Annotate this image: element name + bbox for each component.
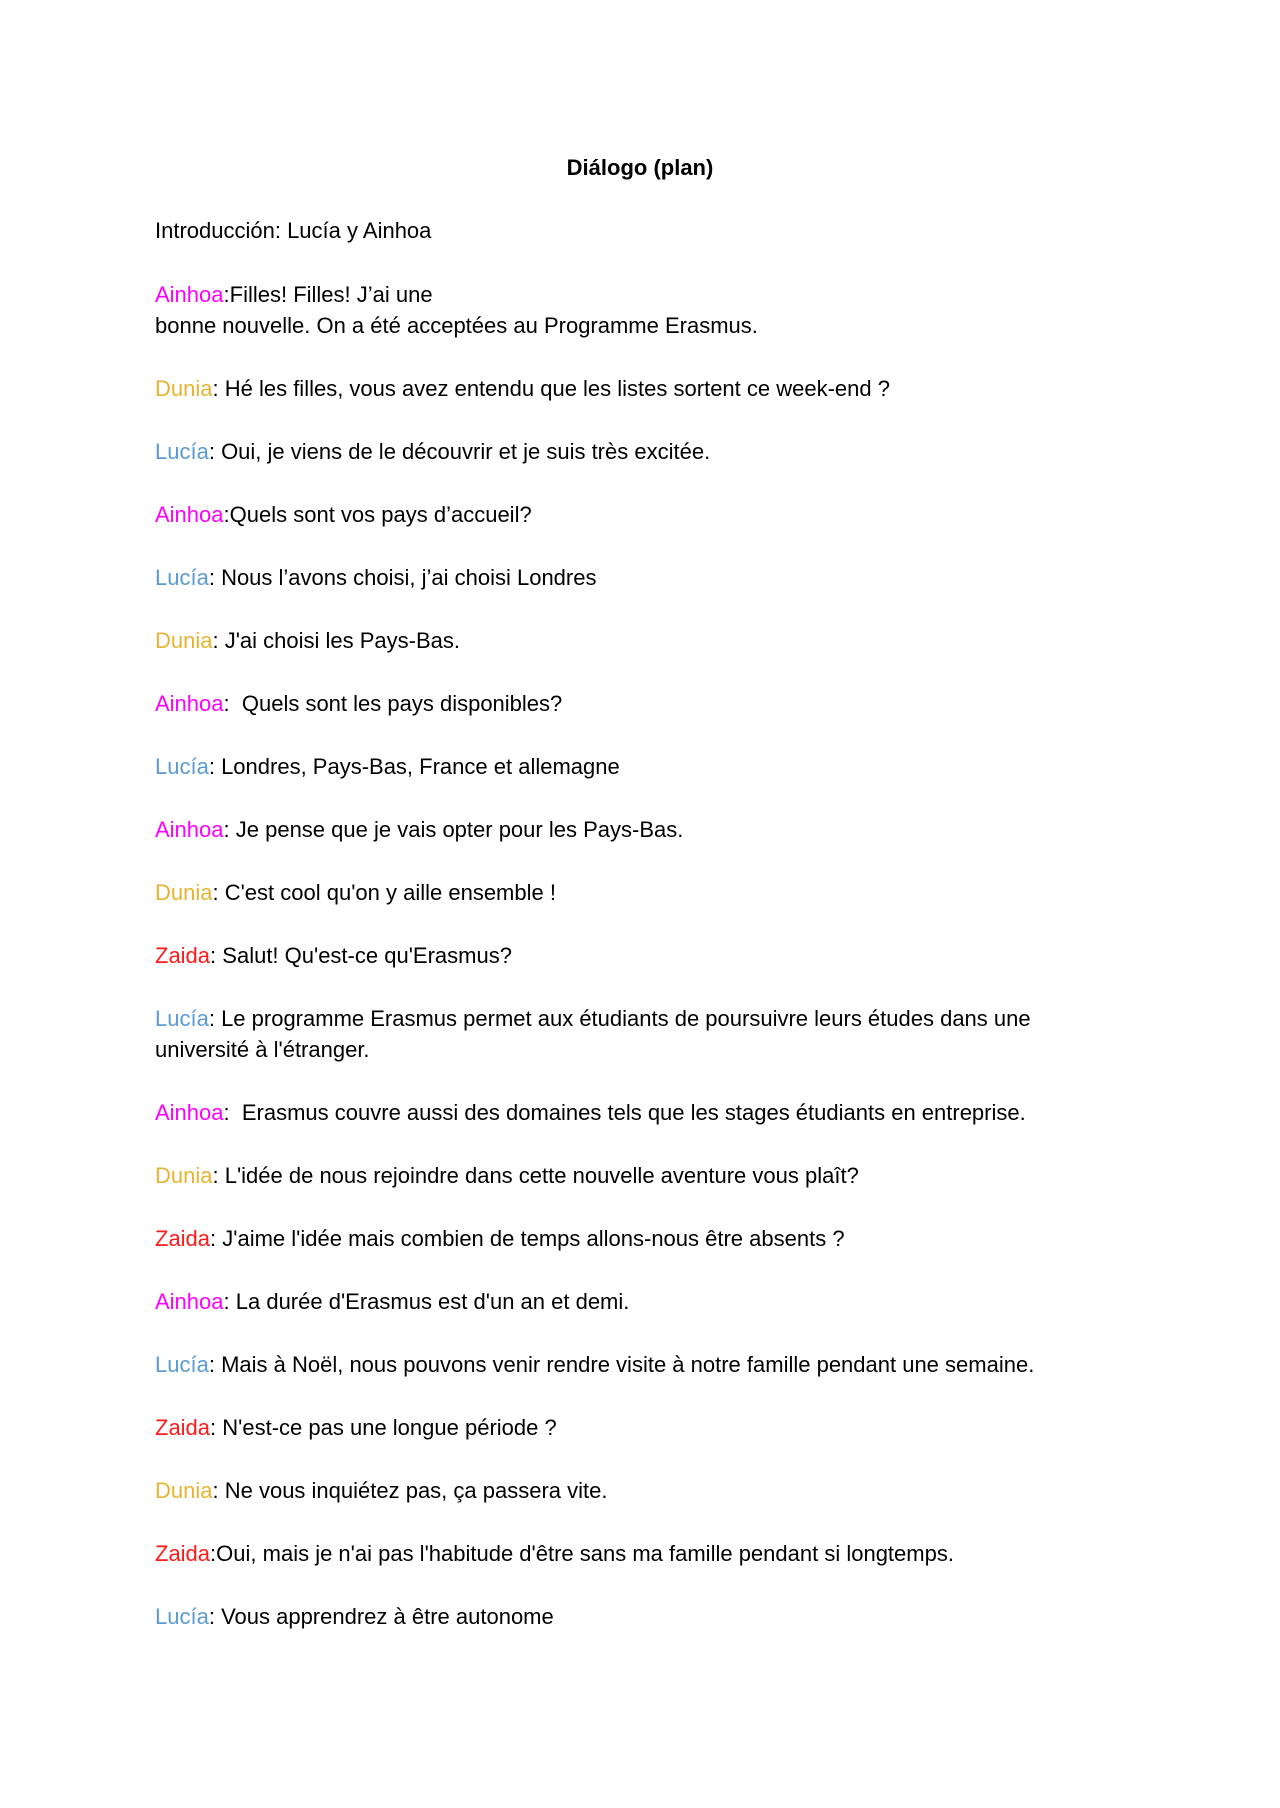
speaker-name: Ainhoa bbox=[155, 1100, 224, 1125]
speaker-separator: : bbox=[210, 1226, 223, 1251]
line-text: Oui, je viens de le découvrir et je suis très excitée. bbox=[221, 439, 711, 464]
intro-line: Introducción: Lucía y Ainhoa bbox=[155, 218, 432, 243]
speaker-name: Dunia bbox=[155, 1478, 213, 1503]
speaker-name: Dunia bbox=[155, 1163, 213, 1188]
line-text: Filles! Filles! J’ai une bbox=[229, 282, 433, 307]
speaker-name: Ainhoa bbox=[155, 282, 224, 307]
speaker-separator: : bbox=[210, 1415, 223, 1440]
speaker-name: Dunia bbox=[155, 880, 213, 905]
speaker-name: Lucía bbox=[155, 1604, 209, 1629]
speaker-name: Zaida bbox=[155, 1226, 211, 1251]
speaker-name: Zaida bbox=[155, 1541, 211, 1566]
line-text: Quels sont vos pays d’accueil? bbox=[229, 502, 532, 527]
dialogue-line bbox=[155, 1475, 1115, 1506]
line-text: Nous l’avons choisi, j’ai choisi Londres bbox=[221, 565, 597, 590]
line-text: Ne vous inquiétez pas, ça passera vite. bbox=[224, 1478, 608, 1503]
dialogue-line bbox=[155, 1003, 1115, 1065]
line-text: Oui, mais je n'ai pas l'habitude d'être sans ma famille pendant si longtemps. bbox=[216, 1541, 954, 1566]
line-text: Le programme Erasmus permet aux étudiants de poursuivre leurs études dans une bbox=[221, 1006, 1031, 1031]
dialogue-list bbox=[155, 279, 1115, 1664]
dialogue-line bbox=[155, 279, 1115, 341]
dialogue-line bbox=[155, 751, 1115, 782]
dialogue-line bbox=[155, 1412, 1115, 1443]
line-text: Salut! Qu'est-ce qu'Erasmus? bbox=[222, 943, 512, 968]
dialogue-line bbox=[155, 1223, 1115, 1254]
speaker-name: Dunia bbox=[155, 628, 213, 653]
speaker-separator: : bbox=[208, 565, 222, 590]
dialogue-line bbox=[155, 688, 1115, 719]
document-title: Diálogo (plan) bbox=[566, 155, 714, 180]
speaker-separator: : bbox=[208, 754, 222, 779]
line-text: Erasmus couvre aussi des domaines tels que les stages étudiants en entreprise. bbox=[241, 1100, 1026, 1125]
speaker-name: Ainhoa bbox=[155, 502, 224, 527]
dialogue-line bbox=[155, 940, 1115, 971]
speaker-separator: : bbox=[212, 1163, 225, 1188]
speaker-separator: : bbox=[223, 817, 236, 842]
speaker-separator: : bbox=[212, 880, 225, 905]
dialogue-line bbox=[155, 625, 1115, 656]
dialogue-line bbox=[155, 1601, 1115, 1632]
speaker-separator: : bbox=[223, 502, 230, 527]
speaker-separator: : bbox=[223, 691, 242, 716]
speaker-name: Ainhoa bbox=[155, 817, 224, 842]
line-text: L'idée de nous rejoindre dans cette nouvelle aventure vous plaît? bbox=[224, 1163, 859, 1188]
dialogue-line bbox=[155, 436, 1115, 467]
dialogue-line bbox=[155, 562, 1115, 593]
speaker-name: Lucía bbox=[155, 439, 209, 464]
speaker-separator: : bbox=[210, 943, 223, 968]
speaker-separator: : bbox=[223, 1289, 236, 1314]
dialogue-line bbox=[155, 499, 1115, 530]
line-text: Je pense que je vais opter pour les Pays-Bas. bbox=[235, 817, 684, 842]
line-text: N'est-ce pas une longue période ? bbox=[222, 1415, 557, 1440]
line-text: Mais à Noël, nous pouvons venir rendre visite à notre famille pendant une semaine. bbox=[221, 1352, 1035, 1377]
speaker-name: Ainhoa bbox=[155, 691, 224, 716]
dialogue-line bbox=[155, 373, 1115, 404]
dialogue-line bbox=[155, 1538, 1115, 1569]
line-text: J'ai choisi les Pays-Bas. bbox=[224, 628, 461, 653]
speaker-separator: : bbox=[208, 1604, 222, 1629]
line-text: Quels sont les pays disponibles? bbox=[241, 691, 563, 716]
speaker-name: Lucía bbox=[155, 1006, 209, 1031]
speaker-separator: : bbox=[212, 376, 225, 401]
line-text: La durée d'Erasmus est d'un an et demi. bbox=[235, 1289, 630, 1314]
dialogue-line bbox=[155, 1349, 1115, 1380]
speaker-separator: : bbox=[223, 282, 230, 307]
dialogue-line bbox=[155, 1097, 1115, 1128]
speaker-separator: : bbox=[210, 1541, 217, 1566]
speaker-name: Zaida bbox=[155, 1415, 211, 1440]
line-text-continued: université à l'étranger. bbox=[155, 1037, 370, 1062]
dialogue-line bbox=[155, 877, 1115, 908]
speaker-separator: : bbox=[208, 1006, 222, 1031]
dialogue-line bbox=[155, 814, 1115, 845]
speaker-separator: : bbox=[208, 439, 222, 464]
dialogue-line bbox=[155, 1160, 1115, 1191]
speaker-name: Lucía bbox=[155, 565, 209, 590]
speaker-name: Lucía bbox=[155, 1352, 209, 1377]
line-text: Londres, Pays-Bas, France et allemagne bbox=[221, 754, 620, 779]
speaker-name: Lucía bbox=[155, 754, 209, 779]
speaker-name: Ainhoa bbox=[155, 1289, 224, 1314]
dialogue-line bbox=[155, 1286, 1115, 1317]
speaker-separator: : bbox=[212, 628, 225, 653]
line-text: J'aime l'idée mais combien de temps allons-nous être absents ? bbox=[222, 1226, 845, 1251]
speaker-name: Dunia bbox=[155, 376, 213, 401]
speaker-name: Zaida bbox=[155, 943, 211, 968]
line-text: Vous apprendrez à être autonome bbox=[221, 1604, 554, 1629]
speaker-separator: : bbox=[223, 1100, 242, 1125]
line-text: Hé les filles, vous avez entendu que les listes sortent ce week-end ? bbox=[224, 376, 890, 401]
line-text-continued: bonne nouvelle. On a été acceptées au Programme Erasmus. bbox=[155, 313, 758, 338]
speaker-separator: : bbox=[212, 1478, 225, 1503]
line-text: C'est cool qu'on y aille ensemble ! bbox=[224, 880, 556, 905]
speaker-separator: : bbox=[208, 1352, 222, 1377]
